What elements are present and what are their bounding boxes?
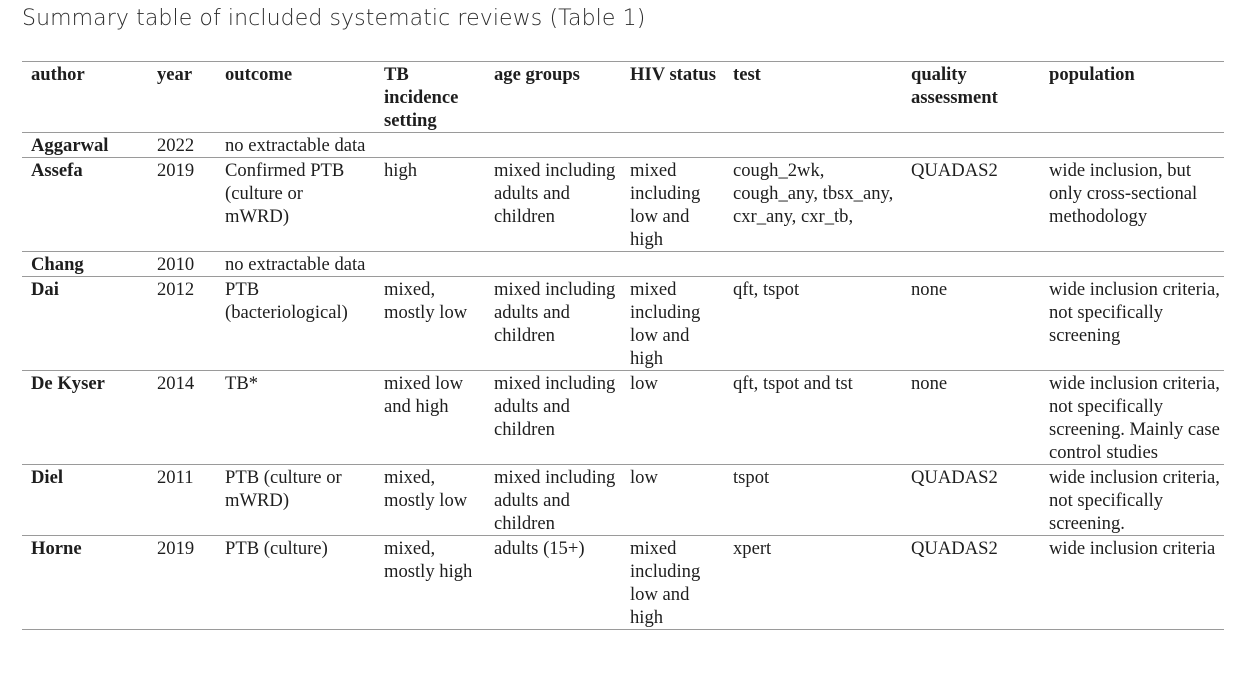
table-row <box>22 465 1224 536</box>
cell-population: wide inclusion criteria, not specifically screening <box>1040 277 1224 371</box>
cell-age-groups: mixed including adults and children <box>485 371 621 465</box>
cell-quality: none <box>902 371 1040 465</box>
cell-age-groups: mixed including adults and children <box>485 465 621 536</box>
table-row <box>22 133 1224 158</box>
cell-author: Aggarwal <box>22 133 148 158</box>
cell-test: qft, tspot and tst <box>724 371 902 465</box>
cell-outcome: no extractable data <box>216 133 1224 158</box>
column-header-year: year <box>148 62 216 133</box>
table-row <box>22 252 1224 277</box>
table-row <box>22 536 1224 630</box>
cell-author: Assefa <box>22 158 148 252</box>
column-header-setting: TB incidence setting <box>375 62 485 133</box>
cell-setting: mixed, mostly low <box>375 277 485 371</box>
cell-outcome: PTB (bacteriological) <box>216 277 375 371</box>
cell-year: 2019 <box>148 158 216 252</box>
cell-author: Horne <box>22 536 148 630</box>
column-header-age-groups: age groups <box>485 62 621 133</box>
cell-year: 2012 <box>148 277 216 371</box>
cell-author: Diel <box>22 465 148 536</box>
cell-test: cough_2wk, cough_any, tbsx_any, cxr_any, cxr_tb, <box>724 158 902 252</box>
cell-year: 2010 <box>148 252 216 277</box>
cell-test: xpert <box>724 536 902 630</box>
cell-outcome: PTB (culture or mWRD) <box>216 465 375 536</box>
cell-outcome: TB* <box>216 371 375 465</box>
cell-year: 2019 <box>148 536 216 630</box>
cell-outcome: no extractable data <box>216 252 1224 277</box>
cell-outcome: Confirmed PTB (culture or mWRD) <box>216 158 375 252</box>
cell-year: 2014 <box>148 371 216 465</box>
cell-outcome: PTB (culture) <box>216 536 375 630</box>
cell-setting: high <box>375 158 485 252</box>
column-header-outcome: outcome <box>216 62 375 133</box>
cell-hiv-status: mixed including low and high <box>621 536 724 630</box>
column-header-author: author <box>22 62 148 133</box>
column-header-test: test <box>724 62 902 133</box>
cell-quality: none <box>902 277 1040 371</box>
header-row <box>22 62 1224 133</box>
cell-setting: mixed, mostly low <box>375 465 485 536</box>
cell-hiv-status: mixed including low and high <box>621 277 724 371</box>
cell-population: wide inclusion criteria, not specifically screening. <box>1040 465 1224 536</box>
cell-hiv-status: mixed including low and high <box>621 158 724 252</box>
cell-test: qft, tspot <box>724 277 902 371</box>
table-row <box>22 371 1224 465</box>
summary-table <box>22 61 1224 630</box>
cell-author: Chang <box>22 252 148 277</box>
cell-age-groups: adults (15+) <box>485 536 621 630</box>
cell-author: Dai <box>22 277 148 371</box>
cell-age-groups: mixed including adults and children <box>485 277 621 371</box>
cell-quality: QUADAS2 <box>902 158 1040 252</box>
cell-quality: QUADAS2 <box>902 465 1040 536</box>
table-header <box>22 62 1224 133</box>
cell-hiv-status: low <box>621 371 724 465</box>
column-header-population: population <box>1040 62 1224 133</box>
column-header-hiv-status: HIV status <box>621 62 724 133</box>
cell-setting: mixed low and high <box>375 371 485 465</box>
cell-age-groups: mixed including adults and children <box>485 158 621 252</box>
cell-population: wide inclusion criteria <box>1040 536 1224 630</box>
cell-hiv-status: low <box>621 465 724 536</box>
table-row <box>22 277 1224 371</box>
cell-year: 2022 <box>148 133 216 158</box>
table-body <box>22 133 1224 630</box>
table-row <box>22 158 1224 252</box>
cell-test: tspot <box>724 465 902 536</box>
cell-setting: mixed, mostly high <box>375 536 485 630</box>
cell-quality: QUADAS2 <box>902 536 1040 630</box>
cell-year: 2011 <box>148 465 216 536</box>
cell-author: De Kyser <box>22 371 148 465</box>
table-caption: Summary table of included systematic reviews (Table 1) <box>22 6 646 31</box>
cell-population: wide inclusion criteria, not specifically screening. Mainly case control studies <box>1040 371 1224 465</box>
column-header-quality: quality assessment <box>902 62 1040 133</box>
cell-population: wide inclusion, but only cross-sectional methodology <box>1040 158 1224 252</box>
